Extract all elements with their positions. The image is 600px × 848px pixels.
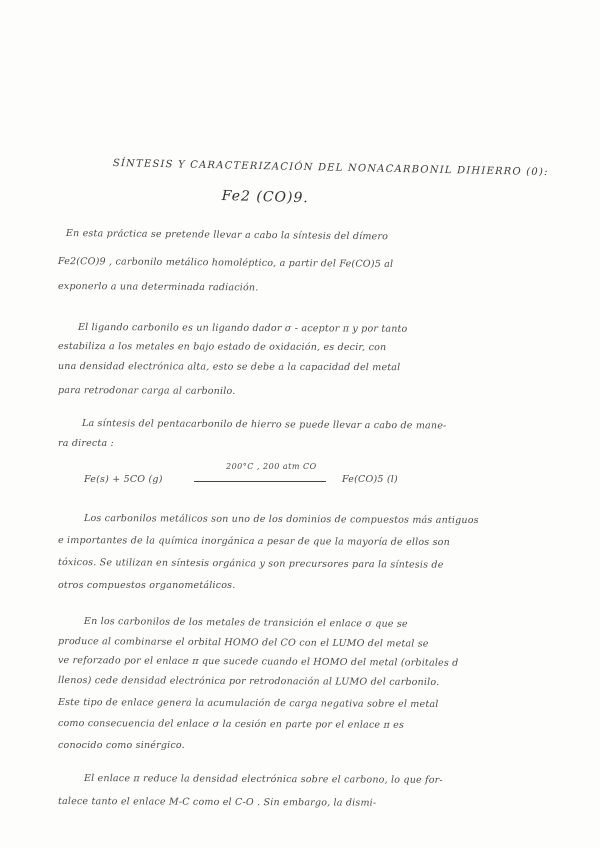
paragraph-5-line-5: Este tipo de enlace genera la acumulación de carga negativa sobre el metal: [57, 697, 439, 710]
paragraph-1-line-1: En esta práctica se pretende llevar a cabo la síntesis del dímero: [65, 228, 389, 243]
paragraph-6-line-1: El enlace π reduce la densidad electrónica sobre el carbono, lo que for-: [83, 773, 443, 786]
paragraph-3-line-1: La síntesis del pentacarbonilo de hierro se puede llevar a cabo de mane-: [81, 418, 447, 432]
paragraph-2-line-3: una densidad electrónica alta, esto se debe a la capacidad del metal: [57, 361, 401, 374]
paragraph-5-line-6: como consecuencia del enlace σ la cesión en parte por el enlace π es: [57, 718, 405, 731]
paragraph-4-line-4: otros compuestos organometálicos.: [58, 580, 236, 591]
paragraph-2-line-4: para retrodonar carga al carbonilo.: [57, 385, 236, 397]
paragraph-5-line-1: En los carbonilos de los metales de transición el enlace σ que se: [83, 616, 408, 630]
reaction-reactants: Fe(s) + 5CO (g): [84, 474, 163, 485]
paragraph-5-line-4: llenos) cede densidad electrónica por retrodonación al LUMO del carbonilo.: [57, 675, 440, 688]
paragraph-2-line-2: estabiliza a los metales en bajo estado de oxidación, es decir, con: [57, 341, 387, 354]
paragraph-4-line-3: tóxicos. Se utilizan en síntesis orgánica y son precursores para la síntesis de: [57, 557, 444, 571]
paragraph-6-line-2: talece tanto el enlace M-C como el C-O . Sin embargo, la dismi-: [57, 796, 377, 809]
paragraph-5-line-7: conocido como sinérgico.: [58, 740, 185, 751]
paragraph-2-line-1: El ligando carbonilo es un ligando dador σ - aceptor π y por tanto: [77, 322, 408, 335]
paragraph-4-line-2: e importantes de la química inorgánica a pesar de que la mayoría de ellos son: [57, 535, 450, 549]
reaction-arrow: [194, 481, 326, 482]
page-title: SÍNTESIS Y CARACTERIZACIÓN DEL NONACARBONIL DIHIERRO (0):: [112, 158, 549, 179]
reaction-product: Fe(CO)5 (l): [342, 474, 398, 485]
compound-formula: Fe2 (CO)9.: [221, 188, 310, 207]
paragraph-5-line-3: ve reforzado por el enlace π que sucede cuando el HOMO del metal (orbitales d: [57, 655, 459, 669]
paragraph-3-line-2: ra directa :: [58, 438, 114, 449]
paragraph-1-line-3: exponerlo a una determinada radiación.: [57, 281, 259, 294]
paragraph-5-line-2: produce al combinarse el orbital HOMO del CO con el LUMO del metal se: [57, 636, 429, 650]
reaction-conditions: 200°C , 200 atm CO: [226, 462, 317, 471]
paragraph-4-line-1: Los carbonilos metálicos son uno de los dominios de compuestos más antiguos: [83, 513, 479, 527]
paragraph-1-line-2: Fe2(CO)9 , carbonilo metálico homoléptico, a partir del Fe(CO)5 al: [57, 256, 394, 270]
